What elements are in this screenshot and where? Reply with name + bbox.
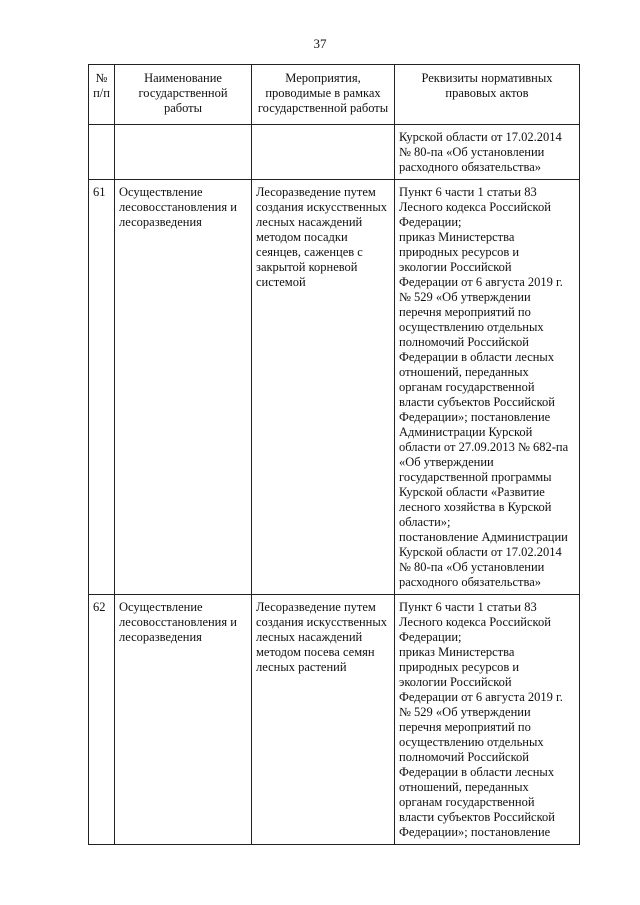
cell-legal-acts: Пункт 6 части 1 статьи 83 Лесного кодекса Российской Федерации; приказ Министерства природных ресурсов и экологии Российской Федерации от 6 августа 2019 г. № 529 «Об утверждении перечня мероприятий по осуществлению отдельных полномочий Российской Федерации в области лесных отношений, переданных органам государственной власти субъектов Российской Федерации»; постановление Администрации Курской области от 27.09.2013 № 682-па «Об утверждении государственной программы Курской области «Развитие лесного хозяйства в Курской области»; постановление Администрации Курской области от 17.02.2014 № 80-па «Об установлении расходного обязательства»: [395, 180, 580, 595]
cell-number: [89, 125, 115, 180]
header-measures: Мероприятия, проводимые в рамках государственной работы: [252, 65, 395, 125]
table-row: [89, 595, 580, 845]
header-number: № п/п: [89, 65, 115, 125]
header-work-name: Наименование государственной работы: [115, 65, 252, 125]
cell-work-name: Осуществление лесовосстановления и лесоразведения: [115, 595, 252, 845]
cell-work-name: [115, 125, 252, 180]
cell-work-name: Осуществление лесовосстановления и лесоразведения: [115, 180, 252, 595]
page-number: 37: [313, 36, 327, 51]
cell-legal-acts: Пункт 6 части 1 статьи 83 Лесного кодекса Российской Федерации; приказ Министерства природных ресурсов и экологии Российской Федерации от 6 августа 2019 г. № 529 «Об утверждении перечня мероприятий по осуществлению отдельных полномочий Российской Федерации в области лесных отношений, переданных органам государственной власти субъектов Российской Федерации»; постановление: [395, 595, 580, 845]
table-row: [89, 125, 580, 180]
cell-measures: [252, 125, 395, 180]
table-row: [89, 180, 580, 595]
cell-number: 61: [89, 180, 115, 595]
legal-acts-table: [88, 64, 580, 845]
cell-legal-acts: Курской области от 17.02.2014 № 80-па «Об установлении расходного обязательства»: [395, 125, 580, 180]
cell-number: 62: [89, 595, 115, 845]
table-header-row: [89, 65, 580, 125]
cell-measures: Лесоразведение путем создания искусственных лесных насаждений методом посева семян лесных растений: [252, 595, 395, 845]
header-legal-acts: Реквизиты нормативных правовых актов: [395, 65, 580, 125]
cell-measures: Лесоразведение путем создания искусственных лесных насаждений методом посадки сеянцев, саженцев с закрытой корневой системой: [252, 180, 395, 595]
